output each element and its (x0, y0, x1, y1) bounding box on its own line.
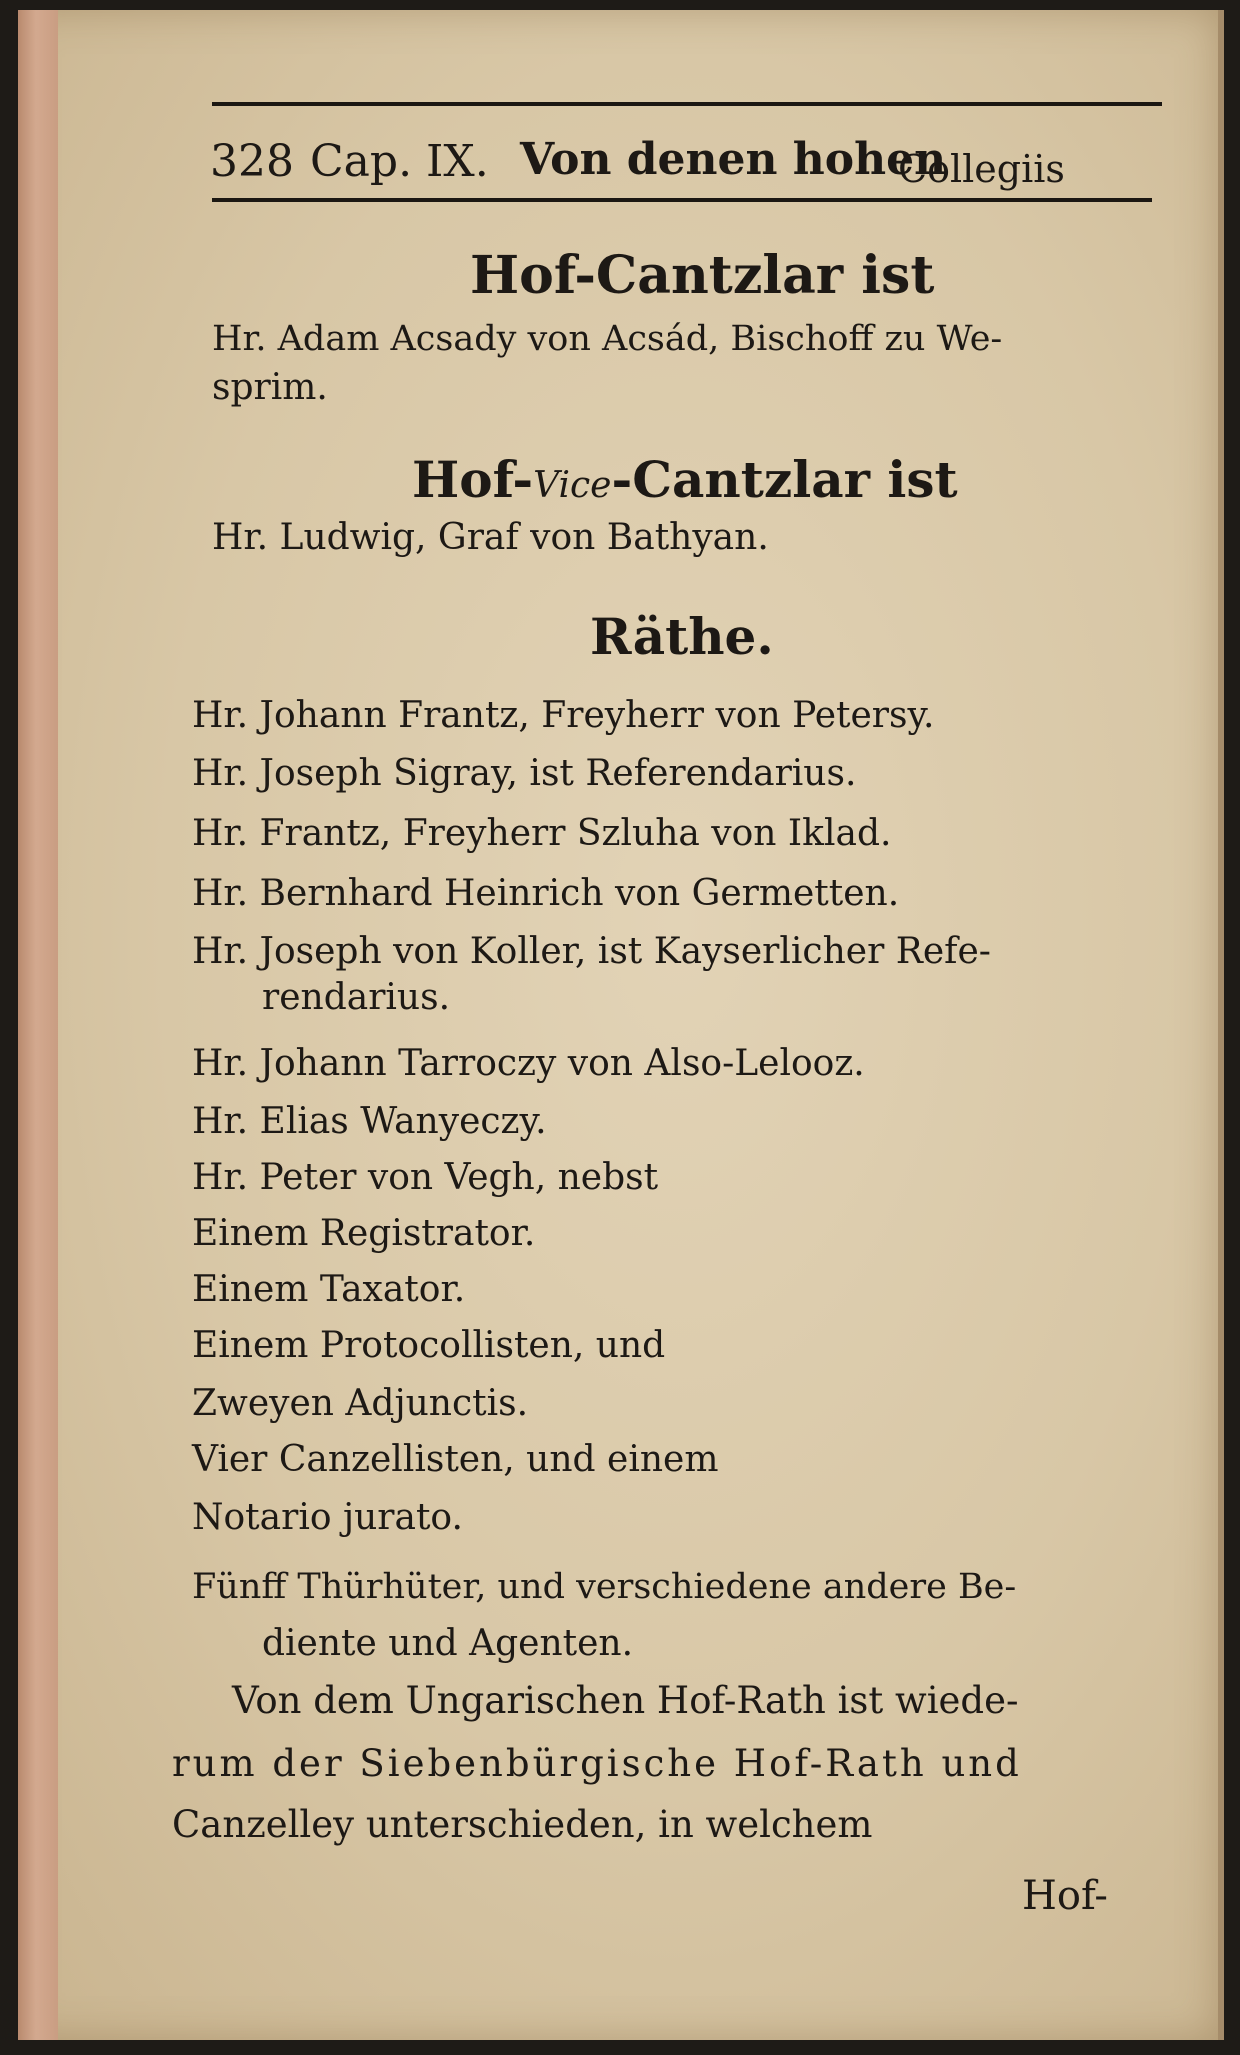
section-heading-raethe: Räthe. (590, 607, 774, 666)
running-title: Von denen hohen (520, 134, 947, 185)
paragraph-line-2: rum der Siebenbürgische Hof-Rath und (172, 1742, 1022, 1785)
binding-edge (18, 10, 58, 2040)
chapter-label: Cap. IX. (310, 136, 489, 187)
section-heading-hof-vice-cantzlar (412, 450, 958, 509)
paragraph-line-3: Canzelley unterschieden, in welchem (172, 1803, 873, 1846)
raethe-entry: Fünff Thürhüter, und verschiedene andere Be- (192, 1567, 1017, 1607)
raethe-entry: Hr. Bernhard Heinrich von Germetten. (192, 873, 900, 914)
raethe-entry: Vier Canzellisten, und einem (192, 1439, 719, 1480)
hof-cantzlar-line-2: sprim. (212, 367, 328, 408)
hof-vice-cantzlar-line-1: Hr. Ludwig, Graf von Bathyan. (212, 517, 769, 558)
raethe-entry: Zweyen Adjunctis. (192, 1383, 529, 1424)
raethe-entry: Hr. Peter von Vegh, nebst (192, 1157, 659, 1198)
header-rule-bottom (212, 198, 1152, 202)
raethe-entry: Hr. Johann Tarroczy von Also-Lelooz. (192, 1043, 865, 1084)
raethe-entry: Notario jurato. (192, 1497, 463, 1538)
catchword: Hof- (1022, 1873, 1108, 1919)
header-rule-top (212, 102, 1162, 106)
raethe-entry-continuation: diente und Agenten. (262, 1623, 634, 1664)
raethe-entry: Hr. Frantz, Freyherr Szluha von Iklad. (192, 813, 892, 854)
hof-cantzlar-line-1: Hr. Adam Acsady von Acsád, Bischoff zu We- (212, 319, 1003, 359)
running-title-latin: Collegiis (898, 147, 1065, 191)
raethe-entry: Hr. Johann Frantz, Freyherr von Petersy. (192, 695, 935, 736)
heading-part-hof: Hof- (412, 450, 534, 509)
raethe-entry: Einem Protocollisten, und (192, 1325, 666, 1366)
raethe-entry: Hr. Elias Wanyeczy. (192, 1101, 547, 1142)
raethe-entry: Hr. Joseph Sigray, ist Referendarius. (192, 753, 857, 794)
raethe-entry: Hr. Joseph von Koller, ist Kayserlicher Refe- (192, 931, 991, 972)
paper-page (18, 10, 1224, 2040)
heading-part-vice: Vice (533, 465, 612, 506)
raethe-entry: Einem Registrator. (192, 1213, 536, 1254)
paragraph-line-1: Von dem Ungarischen Hof-Rath ist wiede- (232, 1679, 1019, 1722)
raethe-entry: Einem Taxator. (192, 1269, 466, 1310)
heading-part-cantzlar: -Cantzlar ist (611, 450, 958, 509)
raethe-entry-continuation: rendarius. (262, 977, 451, 1018)
page-number: 328 (210, 136, 294, 187)
section-heading-hof-cantzlar: Hof-Cantzlar ist (470, 245, 935, 306)
